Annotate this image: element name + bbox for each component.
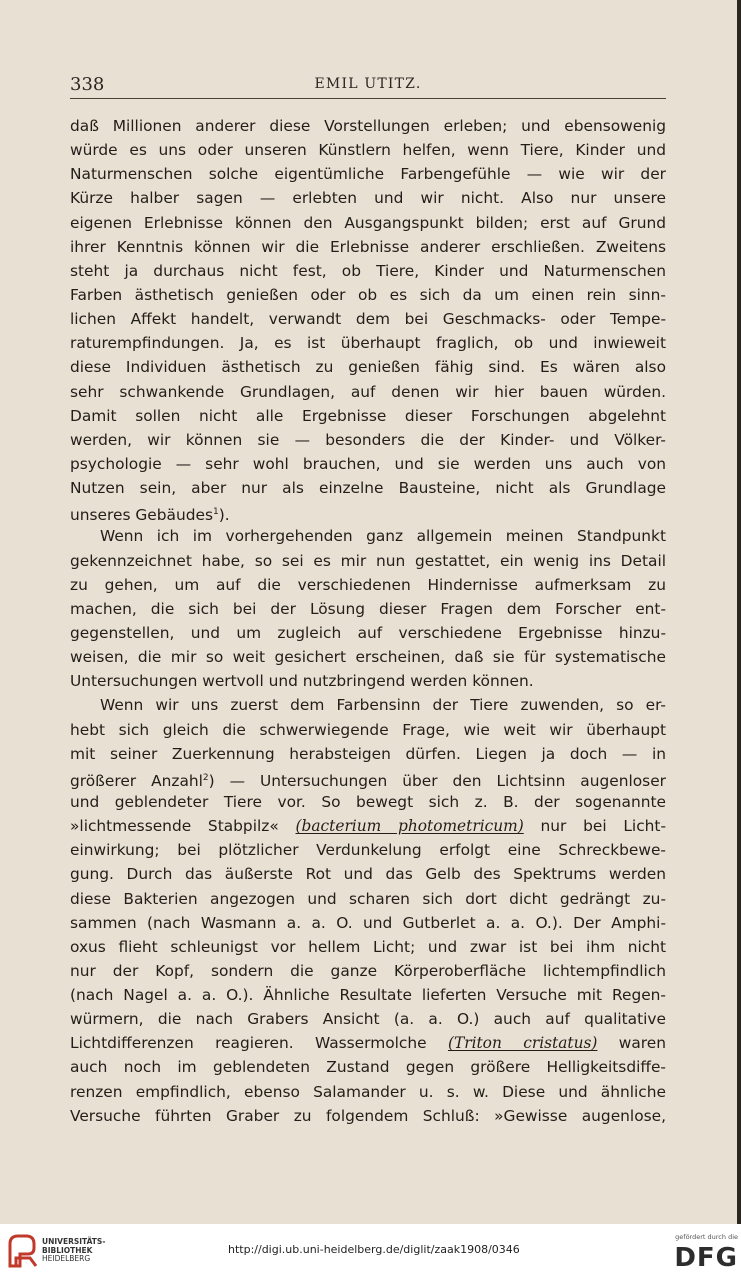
text-line: nur der Kopf, sondern die ganze Körperoberfläche lichtempfindlich <box>70 961 666 980</box>
library-name-line: BIBLIOTHEK <box>42 1245 93 1255</box>
text-line: gegenstellen, und um zugleich auf verschiedene Ergebnisse hinzu- <box>70 623 666 642</box>
text-line: mit seiner Zuerkennung herabsteigen dürfen. Liegen ja doch — in <box>70 744 666 763</box>
text-line: Wenn wir uns zuerst dem Farbensinn der Tiere zuwenden, so er- <box>100 696 666 715</box>
text-line <box>70 1031 666 1055</box>
library-name-line: HEIDELBERG <box>42 1254 91 1263</box>
italic-term: (bacterium photometricum) <box>295 817 524 836</box>
text-line: Nutzen sein, aber nur als einzelne Bausteine, nicht als Grundlage <box>70 479 666 498</box>
text-line: weisen, die mir so weit gesichert erscheinen, daß sie für systematische <box>70 648 666 667</box>
text-fragment: waren <box>597 1034 667 1053</box>
text-line: Farben ästhetisch genießen oder ob es sich da um einen rein sinn- <box>70 285 666 304</box>
text-fragment: »lichtmessende Stabpilz« <box>70 817 296 836</box>
text-line: daß Millionen anderer diese Vorstellungen erleben; und ebensowenig <box>70 117 666 135</box>
text-fragment: Lichtdifferenzen reagieren. Wassermolche <box>70 1034 448 1053</box>
text-line: Wenn ich im vorhergehenden ganz allgemein meinen Standpunkt <box>100 527 666 546</box>
text-line: Untersuchungen wertvoll und nutzbringend werden können. <box>70 672 534 691</box>
text-line: würmern, die nach Grabers Ansicht (a. a. O.) auch auf qualitative <box>70 1010 666 1029</box>
text-line: auch noch im geblendeten Zustand gegen größere Helligkeitsdiffe- <box>70 1058 666 1077</box>
text-line: psychologie — sehr wohl brauchen, und sie werden uns auch von <box>70 454 666 473</box>
text-line: hebt sich gleich die schwerwiegende Frage, wie weit wir überhaupt <box>70 720 666 739</box>
text-line: würde es uns oder unseren Künstlern helfen, wenn Tiere, Kinder und <box>70 141 666 160</box>
text-line: ihrer Kenntnis können wir die Erlebnisse anderer erschließen. Zweitens <box>70 237 666 256</box>
text-fragment: ). <box>218 506 230 525</box>
footnote-marker: 1 <box>212 507 219 518</box>
italic-term: (Triton cristatus) <box>447 1034 598 1053</box>
text-line <box>70 814 666 838</box>
text-line: Damit sollen nicht alle Ergebnisse dieser Forschungen abgelehnt <box>70 406 666 425</box>
text-fragment: größerer Anzahl <box>70 771 203 790</box>
text-line: einwirkung; bei plötzlicher Verdunkelung erfolgt eine Schreckbewe- <box>70 841 666 860</box>
text-line: Naturmenschen solche eigentümliche Farbengefühle — wie wir der <box>70 165 666 184</box>
text-line: steht ja durchaus nicht fest, ob Tiere, Kinder und Naturmenschen <box>70 261 666 280</box>
source-url-link[interactable]: http://digi.ub.uni-heidelberg.de/diglit/zaak1908/0346 <box>228 1243 520 1256</box>
dfg-logo: DFG <box>674 1243 738 1273</box>
text-line: und geblendeter Tiere vor. So bewegt sich z. B. der sogenannte <box>70 792 666 811</box>
text-line: gung. Durch das äußerste Rot und das Gelb des Spektrums werden <box>70 865 666 884</box>
scan-edge-shadow <box>737 0 741 1224</box>
text-line: oxus flieht schleunigst vor hellem Licht; und zwar ist bei ihm nicht <box>70 937 666 956</box>
university-library-name <box>42 1238 142 1264</box>
dfg-badge <box>662 1233 738 1275</box>
text-line: zu gehen, um auf die verschiedenen Hindernisse aufmerksam zu <box>70 575 666 594</box>
footnote-marker: 2 <box>202 772 209 783</box>
text-fragment: unseres Gebäudes <box>70 506 213 525</box>
text-line: werden, wir können sie — besonders die der Kinder- und Völker- <box>70 430 666 449</box>
text-line: gekennzeichnet habe, so sei es mir nun gestattet, ein wenig ins Detail <box>70 551 666 570</box>
text-line: Kürze halber sagen — erlebten und wir nicht. Also nur unsere <box>70 189 666 208</box>
text-line: sammen (nach Wasmann a. a. O. und Gutberlet a. a. O.). Der Amphi- <box>70 913 666 932</box>
text-line: (nach Nagel a. a. O.). Ähnliche Resultate lieferten Versuche mit Regen- <box>70 986 666 1005</box>
text-fragment: ) — Untersuchungen über den Lichtsinn augenloser <box>208 771 666 790</box>
page-number: 338 <box>70 74 105 95</box>
text-line <box>70 500 666 524</box>
text-line: raturempfindungen. Ja, es ist überhaupt fraglich, ob und inwieweit <box>70 334 666 353</box>
body-text <box>70 114 666 1128</box>
text-line: renzen empfindlich, ebenso Salamander u. s. w. Diese und ähnliche <box>70 1082 666 1101</box>
header-rule <box>70 98 666 99</box>
text-line: lichen Affekt handelt, verwandt dem bei Geschmacks- oder Tempe- <box>70 310 666 329</box>
text-fragment: nur bei Licht- <box>523 817 667 836</box>
text-line: Versuche führten Graber zu folgendem Schluß: »Gewisse augenlose, <box>70 1106 666 1125</box>
text-line: eigenen Erlebnisse können den Ausgangspunkt bilden; erst auf Grund <box>70 213 666 232</box>
funded-by-label: gefördert durch die <box>675 1233 738 1241</box>
text-line <box>70 766 666 790</box>
running-head-title: EMIL UTITZ. <box>314 76 422 92</box>
text-line: machen, die sich bei der Lösung dieser Fragen dem Forscher ent- <box>70 599 666 618</box>
text-line: sehr schwankende Grundlagen, auf denen wir hier bauen würden. <box>70 382 666 401</box>
text-line: diese Individuen ästhetisch zu genießen fähig sind. Es wären also <box>70 358 666 377</box>
text-line: diese Bakterien angezogen und scharen sich dort dicht gedrängt zu- <box>70 889 666 908</box>
library-name-line: UNIVERSITÄTS- <box>42 1237 106 1246</box>
running-head <box>70 74 666 98</box>
